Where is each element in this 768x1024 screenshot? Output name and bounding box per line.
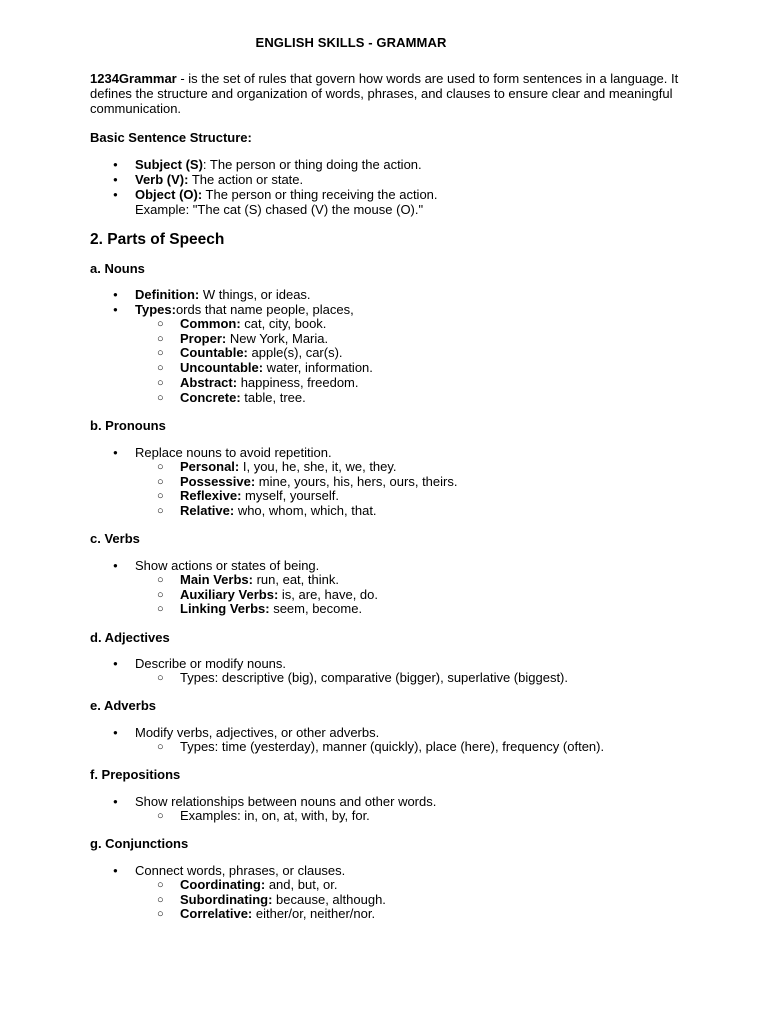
list-item: ○ Proper: New York, Maria. — [135, 332, 690, 347]
list-item: ● Describe or modify nouns. ○ Types: descriptive (big), comparative (bigger), superlative (biggest). — [90, 656, 690, 686]
list-item: ○ Linking Verbs: seem, become. — [135, 602, 690, 617]
list-item: ● Object (O): The person or thing receiving the action. Example: "The cat (S) chased (V) the mouse (O)." — [90, 187, 690, 217]
adjectives-heading: d. Adjectives — [90, 630, 170, 645]
verb-types-list — [135, 573, 690, 617]
basic-structure-heading: Basic Sentence Structure: — [90, 130, 252, 145]
list-item: ● Subject (S): The person or thing doing the action. — [90, 157, 690, 172]
list-item: ○ Coordinating: and, but, or. — [135, 878, 690, 893]
list-item: ● Definition: W things, or ideas. — [90, 287, 690, 302]
list-item: ○ Common: cat, city, book. — [135, 317, 690, 332]
list-item: ● Replace nouns to avoid repetition. ○ Personal: I, you, he, she, it, we, they. ○ Possessive: mine, yours, his, hers, ours, theirs. ○ Reflexive: myself, yourself. ○ Relative: who, whom, which, that. — [90, 445, 690, 519]
conjunction-types-list — [135, 878, 690, 922]
adverb-types-list — [135, 740, 690, 755]
list-item: ○ Personal: I, you, he, she, it, we, they. — [135, 460, 690, 475]
pronouns-heading: b. Pronouns — [90, 418, 166, 433]
prepositions-list — [90, 794, 690, 824]
intro-text: - is the set of rules that govern how words are used to form sentences in a language. It defines the structure and organization of words, phrases, and clauses to ensure clear and meaningful communication. — [90, 71, 679, 116]
list-item: ○ Possessive: mine, yours, his, hers, ours, theirs. — [135, 475, 690, 490]
list-item: ○ Uncountable: water, information. — [135, 361, 690, 376]
adjectives-list — [90, 656, 690, 686]
nouns-heading: a. Nouns — [90, 261, 145, 276]
verbs-list — [90, 558, 690, 617]
preposition-examples-list — [135, 809, 690, 824]
intro-term: 1234Grammar — [90, 71, 177, 86]
list-item: ○ Countable: apple(s), car(s). — [135, 346, 690, 361]
list-item: ● Modify verbs, adjectives, or other adverbs. ○ Types: time (yesterday), manner (quickly), place (here), frequency (often). — [90, 725, 690, 755]
list-item: ○ Abstract: happiness, freedom. — [135, 376, 690, 391]
basic-structure-list — [90, 157, 690, 217]
adverbs-heading: e. Adverbs — [90, 698, 156, 713]
list-item: ○ Auxiliary Verbs: is, are, have, do. — [135, 588, 690, 603]
section-heading-parts-of-speech: 2. Parts of Speech — [90, 231, 225, 248]
list-item: ● Types:ords that name people, places, ○ Common: cat, city, book. ○ Proper: New York, Maria. ○ Countable: apple(s), car(s). ○ Uncountable: water, information. ○ Abstract: happiness, freedom. ○ Concrete: table, tree. — [90, 302, 690, 405]
conjunctions-list — [90, 863, 690, 922]
list-item: ○ Reflexive: myself, yourself. — [135, 489, 690, 504]
list-item: ● Connect words, phrases, or clauses. ○ Coordinating: and, but, or. ○ Subordinating: because, although. ○ Correlative: either/or, neither/nor. — [90, 863, 690, 922]
pronoun-types-list — [135, 460, 690, 519]
list-item: ○ Types: time (yesterday), manner (quickly), place (here), frequency (often). — [135, 740, 690, 755]
pronouns-list — [90, 445, 690, 519]
list-item: ● Show actions or states of being. ○ Main Verbs: run, eat, think. ○ Auxiliary Verbs: is, are, have, do. ○ Linking Verbs: seem, become. — [90, 558, 690, 617]
example-text: Example: "The cat (S) chased (V) the mouse (O)." — [135, 202, 424, 217]
nouns-list — [90, 287, 690, 405]
adverbs-list — [90, 725, 690, 755]
list-item: ○ Main Verbs: run, eat, think. — [135, 573, 690, 588]
list-item: ● Verb (V): The action or state. — [90, 172, 690, 187]
intro-paragraph — [90, 71, 680, 116]
document-title: ENGLISH SKILLS - GRAMMAR — [255, 35, 447, 50]
list-item: ○ Subordinating: because, although. — [135, 893, 690, 908]
adjective-types-list — [135, 671, 690, 686]
verbs-heading: c. Verbs — [90, 531, 140, 546]
prepositions-heading: f. Prepositions — [90, 767, 181, 782]
list-item: ● Show relationships between nouns and other words. ○ Examples: in, on, at, with, by, for. — [90, 794, 690, 824]
list-item: ○ Concrete: table, tree. — [135, 391, 690, 406]
list-item: ○ Types: descriptive (big), comparative (bigger), superlative (biggest). — [135, 671, 690, 686]
list-item: ○ Relative: who, whom, which, that. — [135, 504, 690, 519]
noun-types-list — [135, 317, 690, 405]
list-item: ○ Examples: in, on, at, with, by, for. — [135, 809, 690, 824]
list-item: ○ Correlative: either/or, neither/nor. — [135, 907, 690, 922]
conjunctions-heading: g. Conjunctions — [90, 836, 189, 851]
